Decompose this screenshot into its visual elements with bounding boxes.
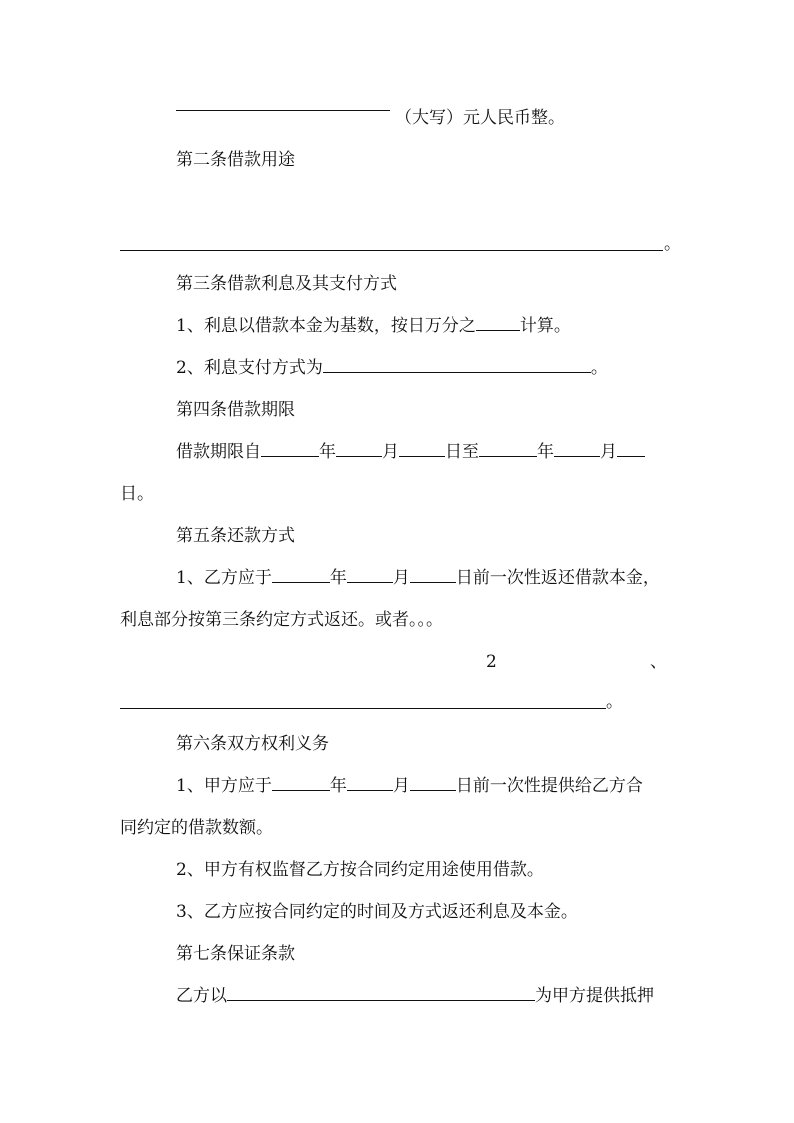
guarantee-rest-text: 为甲方提供抵押 (535, 986, 654, 1006)
guarantee-text: 乙方以 (176, 986, 227, 1006)
term-year2-label: 年 (537, 442, 554, 462)
interest-payment-text: 2、利息支付方式为 (176, 358, 323, 378)
term-day-to-label: 日至 (445, 442, 479, 462)
rights-clause-1 (176, 774, 643, 798)
repay-month-blank[interactable] (347, 566, 393, 583)
term-year-label: 年 (319, 442, 336, 462)
repay-day-blank[interactable] (410, 566, 456, 583)
provide-text: 1、甲方应于 (176, 776, 272, 796)
provide-rest-text: 日前一次性提供给乙方合 (455, 776, 643, 796)
repayment-item-2-number: 2 (486, 652, 497, 672)
amount-capital-text: （大写）元人民币整。 (395, 108, 565, 128)
repayment-clause-1 (176, 566, 660, 590)
term-month-label: 月 (382, 442, 399, 462)
term-to-month-blank[interactable] (554, 440, 600, 457)
amount-blank[interactable] (176, 110, 390, 111)
collateral-blank[interactable] (227, 984, 535, 1001)
term-day-end: 日。 (120, 484, 154, 504)
provide-month-label: 月 (392, 776, 410, 796)
repay-year-blank[interactable] (272, 566, 330, 583)
rights-clause-3: 3、乙方应按合同约定的时间及方式返还利息及本金。 (176, 902, 578, 922)
rights-clause-2: 2、甲方有权监督乙方按合同约定用途使用借款。 (176, 860, 544, 880)
rights-clause-1-cont: 同约定的借款数额。 (120, 818, 273, 838)
term-to-year-blank[interactable] (479, 440, 537, 457)
provide-year-label: 年 (329, 776, 347, 796)
loan-purpose-blank[interactable] (120, 250, 663, 251)
article-6-heading: 第六条双方权利义务 (176, 734, 329, 754)
term-from-day-blank[interactable] (399, 440, 445, 457)
term-from-month-blank[interactable] (336, 440, 382, 457)
repay-year-label: 年 (329, 568, 347, 588)
loan-term-clause (176, 440, 645, 464)
term-month2-label: 月 (600, 442, 617, 462)
interest-payment-end: 。 (590, 358, 608, 378)
interest-payment-clause (176, 356, 608, 380)
interest-rate-clause (176, 314, 571, 338)
article-5-heading: 第五条还款方式 (176, 526, 295, 546)
provide-month-blank[interactable] (347, 774, 393, 791)
repay-rest-text: 日前一次性返还借款本金， (455, 568, 660, 588)
article-4-heading: 第四条借款期限 (176, 400, 295, 420)
repay-month-label: 月 (392, 568, 410, 588)
provide-year-blank[interactable] (272, 774, 330, 791)
repayment-alt-end: 。 (606, 692, 623, 712)
interest-rate-end: 计算。 (519, 316, 571, 336)
term-from-year-blank[interactable] (261, 440, 319, 457)
repayment-interest-text: 利息部分按第三条约定方式返还。或者。。。 (120, 610, 443, 630)
repayment-alt-blank[interactable] (120, 708, 606, 709)
repayment-item-2-comma: 、 (650, 652, 667, 672)
interest-rate-blank[interactable] (476, 314, 520, 331)
repay-text: 1、乙方应于 (176, 568, 272, 588)
guarantee-clause (176, 984, 654, 1008)
term-from-text: 借款期限自 (176, 442, 261, 462)
provide-day-blank[interactable] (410, 774, 456, 791)
article-3-heading: 第三条借款利息及其支付方式 (176, 274, 397, 294)
interest-rate-text: 1、利息以借款本金为基数，按日万分之 (176, 316, 476, 336)
term-to-day-blank[interactable] (617, 440, 645, 457)
loan-purpose-end: 。 (664, 234, 681, 254)
article-7-heading: 第七条保证条款 (176, 944, 295, 964)
article-2-heading: 第二条借款用途 (176, 150, 295, 170)
interest-payment-blank[interactable] (323, 356, 591, 373)
